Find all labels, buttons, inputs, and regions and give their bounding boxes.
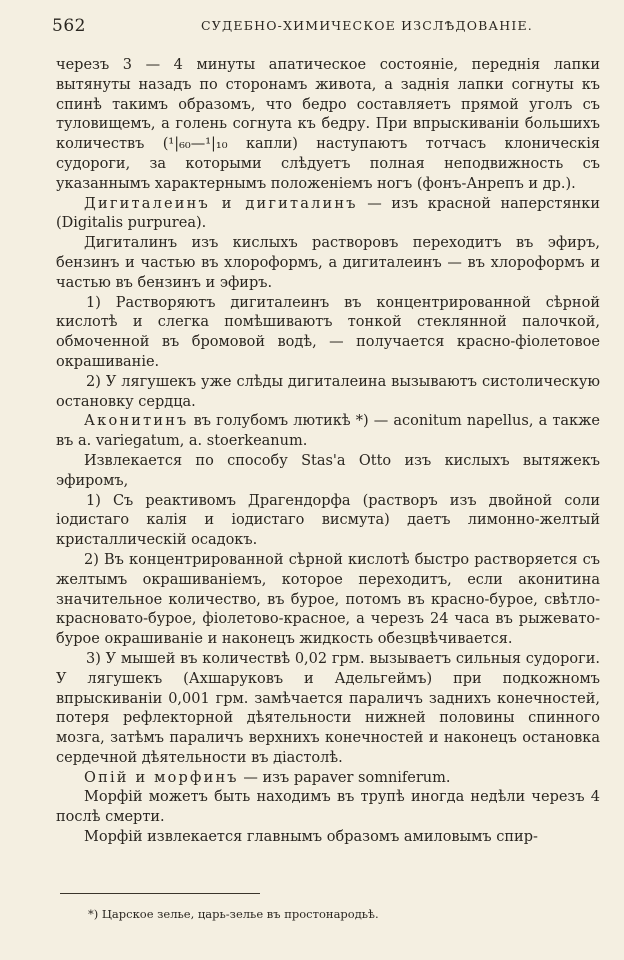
paragraph: 1) Съ реактивомъ Драгендорфа (растворъ изъ двойной соли іодистаго калія и іодистаго висмута) даетъ лимонно-желтый кристаллическій осадокъ.: [56, 492, 600, 549]
spaced-term: Дигиталеинъ и дигиталинъ: [84, 195, 358, 212]
paragraph: Опій и морфинъ — изъ papaver somniferum.: [84, 769, 451, 786]
paragraph: Морфій можетъ быть находимъ въ трупѣ иногда недѣли черезъ 4 послѣ смерти.: [56, 789, 600, 826]
spaced-term: Опій и морфинъ: [84, 769, 239, 786]
paragraph: 1) Растворяютъ дигиталеинъ въ концентрированной сѣрной кислотѣ и слегка помѣшиваютъ тонкой стеклянной палочкой, обмоченной въ бромовой водѣ, — получается красно-фіолетовое окрашиваніе.: [56, 294, 600, 370]
footnote-divider: [60, 893, 260, 894]
footnote: *) Царское зелье, царь-зелье въ простонародьѣ.: [88, 907, 379, 921]
paragraph: черезъ 3 — 4 минуты апатическое состояніе, переднія лапки вытянуты назадъ по сторонамъ живота, а заднія лапки согнуты къ спинѣ такимъ образомъ, что бедро составляетъ прямой уголъ съ туловищемъ, а голень согнута къ бедру. При впрыскиваніи большихъ количествъ (¹|₆₀—¹|₁₀ капли) наступаютъ тотчасъ клоническія судороги, за которыми слѣдуетъ полная неподвижность съ указаннымъ характернымъ положеніемъ ногъ (фонъ-Анрепъ и др.).: [56, 57, 600, 192]
page-header: [52, 16, 600, 40]
page-body: [56, 56, 600, 848]
paragraph: Морфій извлекается главнымъ образомъ амиловымъ спир-: [84, 829, 538, 846]
paragraph: 3) У мышей въ количествѣ 0,02 грм. вызываетъ сильныя судороги. У лягушекъ (Ахшаруковъ и Адельгеймъ) при подкожномъ впрыскиваніи 0,001 грм. замѣчается параличъ заднихъ конечностей, потеря рефлекторной дѣятельности нижней половины спинного мозга, затѣмъ параличъ верхнихъ конечностей и наконецъ остановка сердечной дѣятельности въ діастолѣ.: [56, 650, 600, 766]
paragraph: Извлекается по способу Stas'a Otto изъ кислыхъ вытяжекъ эфиромъ,: [56, 452, 600, 489]
paragraph: Дигиталинъ изъ кислыхъ растворовъ переходитъ въ эфиръ, бензинъ и частью въ хлороформъ, а дигиталеинъ — въ хлороформъ и частью въ бензинъ и эфиръ.: [56, 235, 600, 291]
page-number: 562: [52, 16, 86, 36]
paragraph: 2) Въ концентрированной сѣрной кислотѣ быстро растворяется съ желтымъ окрашиваніемъ, которое переходитъ, если аконитина значительное количество, въ бурое, потомъ въ красно-бурое, свѣтло-красновато-бурое, фіолетово-красное, а черезъ 24 часа въ рыжевато-бурое окрашиваніе и наконецъ жидкость обезцвѣчивается.: [56, 551, 600, 648]
paragraph: 2) У лягушекъ уже слѣды дигиталеина вызываютъ систолическую остановку сердца.: [56, 373, 600, 410]
paragraph: Аконитинъ въ голубомъ лютикѣ *) — aconitum napellus, а также въ a. variegatum, a. stoerkeanum.: [56, 413, 600, 450]
paragraph: Дигиталеинъ и дигиталинъ — изъ красной наперстянки (Digitalis purpurea).: [56, 195, 600, 232]
running-title: СУДЕБНО-ХИМИЧЕСКОЕ ИЗСЛѢДОВАНІЕ.: [201, 18, 533, 33]
spaced-term: Аконитинъ: [84, 413, 189, 430]
